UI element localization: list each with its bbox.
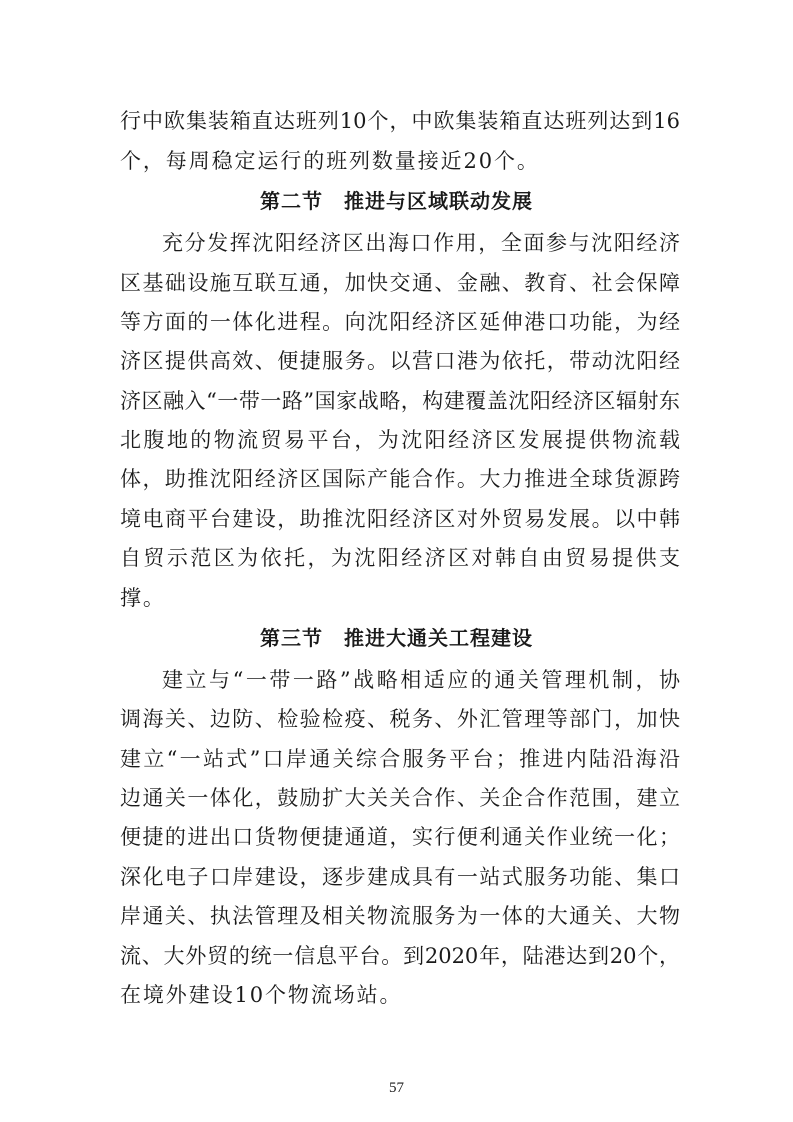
body-text-line: 等方面的一体化进程。向沈阳经济区延伸港口功能，为经 — [120, 310, 680, 334]
body-text-line: 在境外建设10个物流场站。 — [120, 983, 403, 1007]
body-text-line: 流、大外贸的统一信息平台。到2020年，陆港达到20个， — [120, 944, 680, 968]
body-text-line: 区基础设施互联互通，加快交通、金融、教育、社会保障 — [120, 271, 680, 295]
body-text-line: 北腹地的物流贸易平台，为沈阳经济区发展提供物流载 — [120, 428, 680, 452]
body-text-line: 撑。 — [120, 586, 166, 610]
body-text-line: 深化电子口岸建设，逐步建成具有一站式服务功能、集口 — [120, 865, 680, 889]
section-heading: 第三节 推进大通关工程建设 — [260, 626, 533, 650]
body-text-line: 济区融入“一带一路”国家战略，构建覆盖沈阳经济区辐射东 — [120, 389, 680, 413]
body-text-line: 便捷的进出口货物便捷通道，实行便利通关作业统一化； — [120, 825, 680, 849]
body-text-line: 济区提供高效、便捷服务。以营口港为依托，带动沈阳经 — [120, 349, 680, 373]
paragraph-first-line: 充分发挥沈阳经济区出海口作用，全面参与沈阳经济 — [162, 231, 680, 255]
body-text-line: 个，每周稳定运行的班列数量接近20个。 — [120, 149, 540, 173]
body-text-line: 岸通关、执法管理及相关物流服务为一体的大通关、大物 — [120, 904, 680, 928]
body-text-line: 自贸示范区为依托，为沈阳经济区对韩自由贸易提供支 — [120, 546, 680, 570]
body-text-line: 行中欧集装箱直达班列10个，中欧集装箱直达班列达到16 — [120, 109, 680, 133]
body-text-line: 调海关、边防、检验检疫、税务、外汇管理等部门，加快 — [120, 707, 680, 731]
paragraph-first-line: 建立与“一带一路”战略相适应的通关管理机制，协 — [162, 668, 680, 692]
body-text-line: 建立“一站式”口岸通关综合服务平台；推进内陆沿海沿 — [120, 747, 680, 771]
section-heading: 第二节 推进与区域联动发展 — [260, 189, 533, 213]
body-text-line: 境电商平台建设，助推沈阳经济区对外贸易发展。以中韩 — [120, 507, 680, 531]
page-number: 57 — [389, 1080, 404, 1096]
body-text-line: 体，助推沈阳经济区国际产能合作。大力推进全球货源跨 — [120, 467, 680, 491]
body-text-line: 边通关一体化，鼓励扩大关关合作、关企合作范围，建立 — [120, 786, 680, 810]
